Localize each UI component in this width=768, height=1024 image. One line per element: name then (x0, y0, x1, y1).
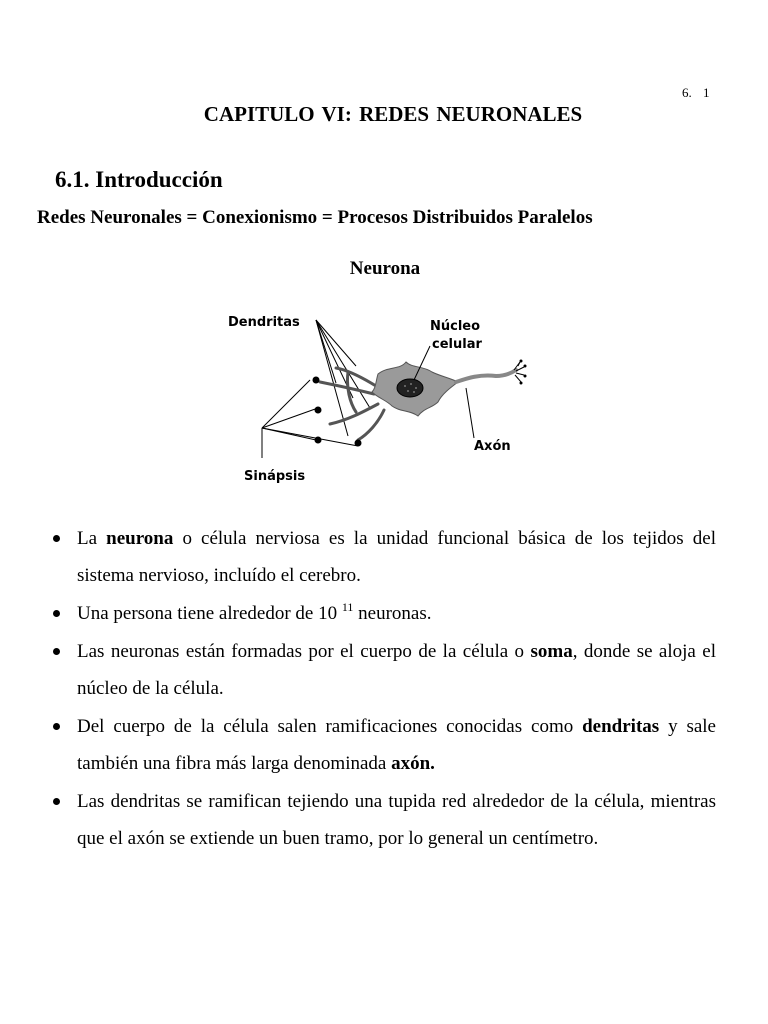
label-nucleo-line1: Núcleo (430, 319, 481, 334)
chapter-title: CAPITULO VI: REDES NEURONALES (203, 102, 583, 126)
bullet-text: Del cuerpo de la célula salen ramificaciones conocidas como (77, 716, 583, 737)
bullet-item-soma (50, 633, 716, 707)
bullet-dot (53, 723, 60, 730)
bullet-text: Las dendritas se ramifican tejiendo una tupida red alrededor de la célula, mientras que el axón se extiende un buen tramo, por lo general un centímetro. (77, 791, 716, 849)
bullet-text: Una persona tiene alrededor de 10 (77, 603, 342, 624)
nucleus (397, 379, 423, 397)
label-nucleo-line2: celular (432, 337, 482, 352)
section-heading: 6.1. Introducción (55, 167, 223, 192)
page-number: 6. 1 (682, 85, 710, 100)
bullet-dot (53, 648, 60, 655)
bullet-bold-term: dendritas (582, 716, 660, 737)
bullet-text: o célula nerviosa es la unidad funcional básica de los tejidos del sistema nervioso, incluído el cerebro. (77, 528, 716, 586)
bullet-list (50, 520, 716, 858)
figure-caption: Neurona (349, 258, 421, 279)
bullet-text: La (77, 528, 107, 549)
label-dendritas: Dendritas (228, 315, 300, 330)
bullet-text: y sale también una fibra más larga denominada (77, 716, 716, 774)
label-axon: Axón (474, 439, 511, 454)
axon (456, 370, 516, 382)
bullet-text: , donde se aloja el núcleo de la célula. (77, 641, 716, 699)
label-sinapsis: Sinápsis (244, 469, 306, 484)
exponent: 11 (341, 600, 354, 614)
bullet-item-dendritas (50, 708, 716, 782)
bullet-item-neurona (50, 520, 716, 594)
bullet-text: neuronas. (353, 603, 432, 624)
equation-line: Redes Neuronales = Conexionismo = Procesos Distribuidos Paralelos (37, 207, 593, 228)
neuron-diagram (228, 308, 528, 488)
bullet-dot (53, 535, 60, 542)
bullet-bold-term: neurona (106, 528, 174, 549)
bullet-bold-term: soma (530, 641, 573, 662)
bullet-dot (53, 798, 60, 805)
bullet-bold-term: axón. (391, 753, 435, 774)
bullet-item-ramificacion (50, 783, 716, 857)
bullet-item-count (50, 595, 716, 632)
bullet-dot (53, 610, 60, 617)
bullet-text: Las neuronas están formadas por el cuerpo de la célula o (77, 641, 531, 662)
